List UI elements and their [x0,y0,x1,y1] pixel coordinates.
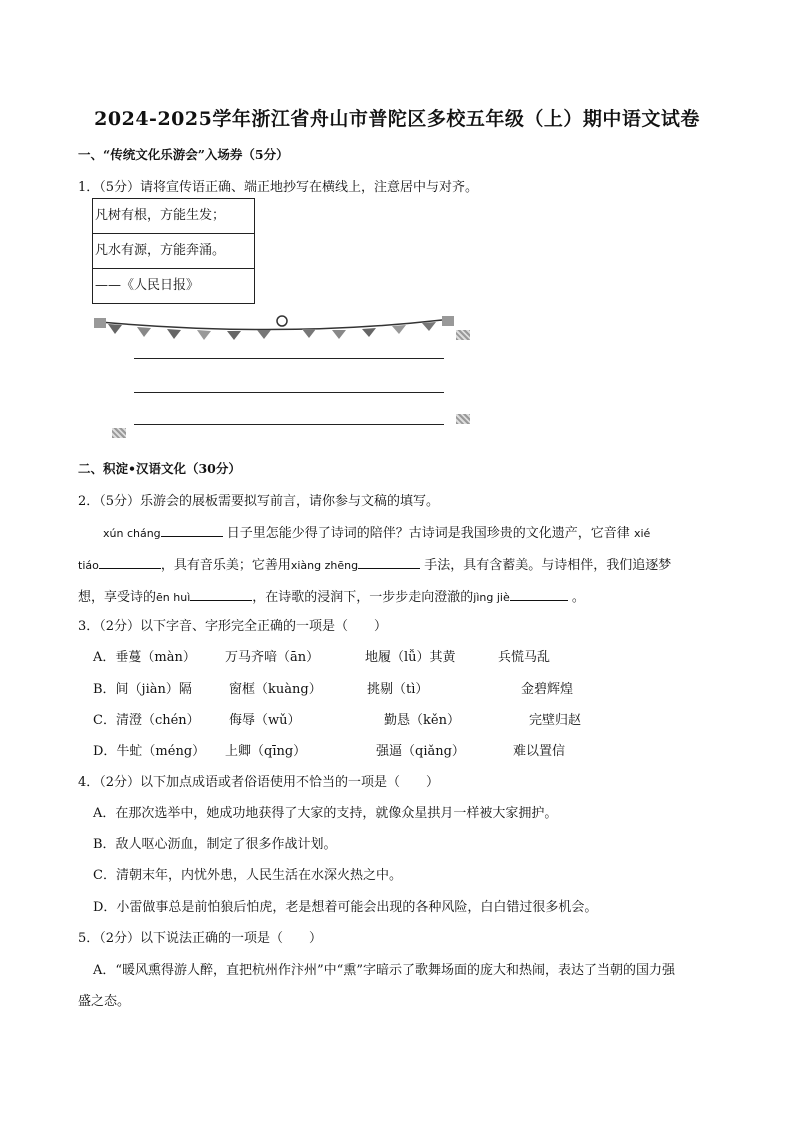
section-heading-2: 二、积淀•汉语文化（30分） [78,461,241,476]
q3-option-a-1[interactable]: A．垂蔓（màn） [93,650,196,665]
q3-option-a-4: 兵慌马乱 [498,650,551,665]
q5-option-a-line-1[interactable]: A．“暖风熏得游人醉，直把杭州作汴州”中“熏”字暗示了歌舞场面的庞大和热闹，表达了当朝的国力强 [93,963,675,978]
q3-option-d-2: 上卿（qīng） [225,744,307,759]
q3-option-b-1[interactable]: B．间（jiàn）隔 [93,682,192,697]
q4-option-a[interactable]: A．在那次选举中，她成功地获得了大家的支持，就像众星拱月一样被大家拥护。 [93,806,558,821]
q3-option-a-3: 地履（lǚ）其黄 [365,650,456,665]
question-5-stem: 5．（2分）以下说法正确的一项是（ ） [78,931,323,946]
corner-ornament [456,330,470,340]
q5-option-a-line-2: 盛之态。 [78,994,131,1009]
corner-ornament [456,414,470,424]
answer-blank[interactable] [190,588,252,601]
pinyin-prompt: ēn huì [156,591,191,604]
q3-option-c-1[interactable]: C．清澄（chén） [93,713,200,728]
poem-line-1: 凡树有根，方能生发； [93,199,254,234]
q3-option-c-2: 侮辱（wǔ） [229,713,301,728]
poem-source: ——《人民日报》 [95,278,200,293]
pinyin-prompt: xié [633,527,651,540]
answer-blank[interactable] [358,556,420,569]
pinyin-prompt: xún cháng [103,527,161,540]
answer-blank[interactable] [99,556,161,569]
pinyin-prompt: xiàng zhēng [290,559,359,572]
question-2-text: ，具有音乐美；它善用 [160,558,291,573]
q4-option-b[interactable]: B．敌人呕心沥血，制定了很多作战计划。 [93,837,337,852]
question-2-text: 日子里怎能少得了诗词的陪伴？古诗词是我国珍贵的文化遗产，它音律 [222,526,630,541]
question-2-text: ，在诗歌的浸润下，一步步走向澄澈的 [252,590,474,605]
question-2-line-3 [78,586,585,605]
pinyin-prompt: jìng jiè [473,591,510,604]
corner-ornament [112,428,126,438]
poem-table [92,198,255,304]
section-heading-1: 一、“传统文化乐游会”入场券（5分） [78,147,289,162]
question-3-stem: 3．（2分）以下字音、字形完全正确的一项是（ ） [78,619,388,634]
pinyin-prompt: tiáo [78,559,99,572]
question-2-stem: 2．（5分）乐游会的展板需要拟写前言，请你参与文稿的填写。 [78,494,440,509]
poem-line-2: 凡水有源，方能奔涌。 [93,234,254,269]
writing-line-2[interactable] [134,392,444,393]
question-2-text: 手法，具有含蓄美。与诗相伴，我们追逐梦 [420,558,672,573]
page-title: 2024-2025学年浙江省舟山市普陀区多校五年级（上）期中语文试卷 [94,108,700,130]
question-4-stem: 4．（2分）以下加点成语或者俗语使用不恰当的一项是（ ） [78,775,440,790]
q3-option-b-2: 窗框（kuàng） [229,682,322,697]
q4-option-c[interactable]: C．清朝末年，内忧外患，人民生活在水深火热之中。 [93,868,402,883]
answer-blank[interactable] [161,524,223,537]
q3-option-c-4: 完壁归赵 [529,713,582,728]
q4-option-d[interactable]: D．小雷做事总是前怕狼后怕虎，老是想着可能会出现的各种风险，白白错过很多机会。 [93,900,598,915]
question-2-text: 想，享受诗的 [78,590,157,605]
q3-option-b-3: 挑剔（tì） [367,682,429,697]
question-1-stem: 1．（5分）请将宣传语正确、端正地抄写在横线上，注意居中与对齐。 [78,180,479,195]
q3-option-b-4: 金碧辉煌 [521,682,574,697]
answer-blank[interactable] [510,588,568,601]
question-2-line-2 [78,554,671,573]
q3-option-d-3: 强逼（qiǎng） [376,744,465,759]
bunting-decoration [92,312,472,342]
q3-option-d-4: 难以置信 [513,744,566,759]
q3-option-c-3: 勤恳（kěn） [384,713,460,728]
question-2-line-1 [103,522,650,541]
writing-line-1[interactable] [134,358,444,359]
writing-line-3[interactable] [134,424,444,425]
question-2-text: 。 [571,590,585,605]
q3-option-a-2: 万马齐喑（ān） [225,650,320,665]
q3-option-d-1[interactable]: D．牛虻（méng） [93,744,206,759]
